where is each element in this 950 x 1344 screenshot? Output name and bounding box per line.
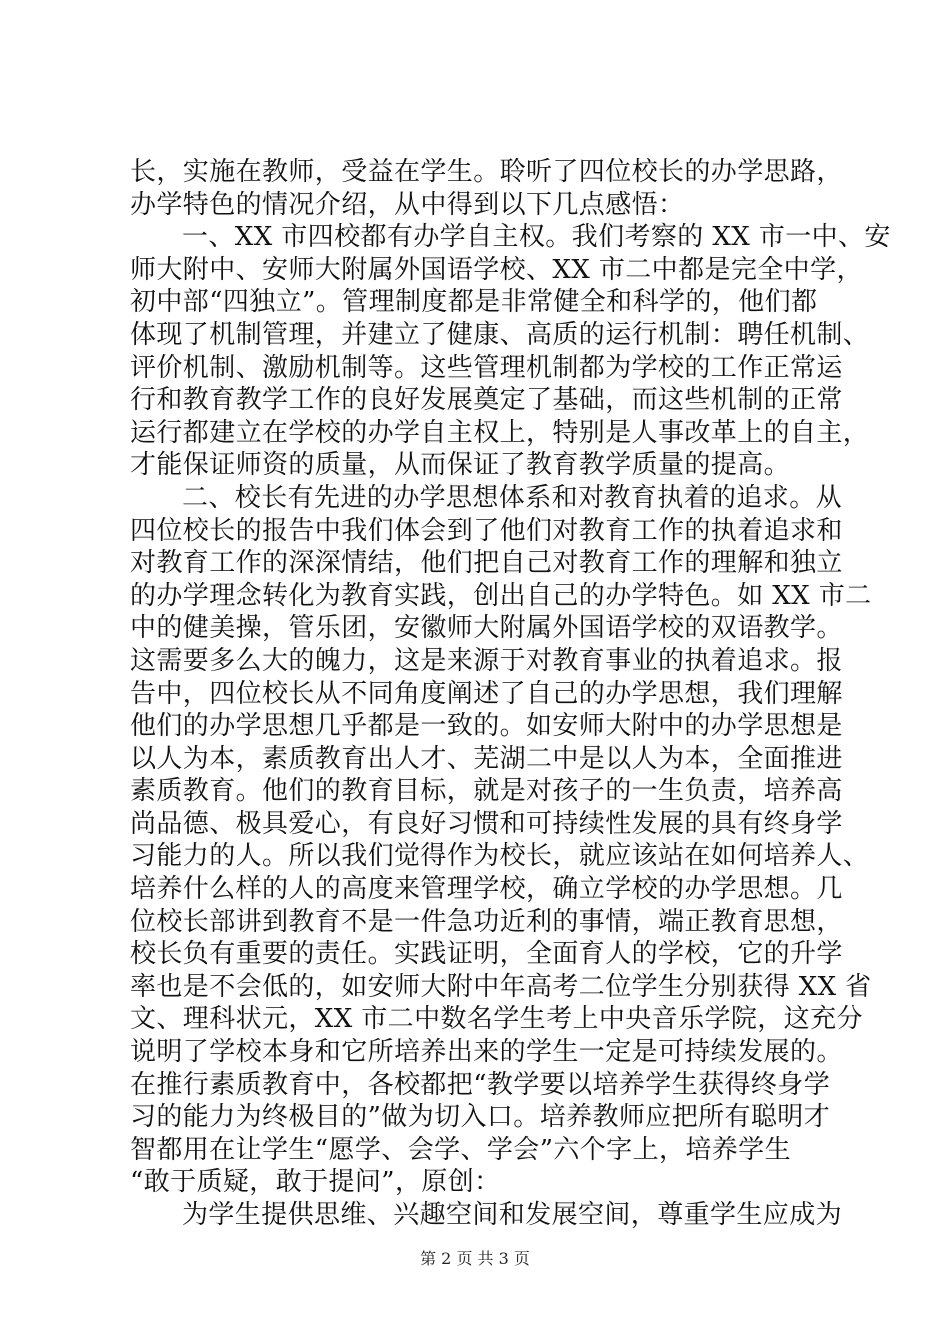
- text-line: 长，实施在教师，受益在学生。聆听了四位校长的办学思路，: [130, 157, 843, 187]
- text-line: 对教育工作的深深情结，他们把自己对教育工作的理解和独立: [130, 548, 843, 579]
- text-line: 文、理科状元，XX 市二中数名学生考上中央音乐学院，这充分: [130, 1004, 863, 1035]
- text-line: 在推行素质教育中，各校都把“教学要以培养学生获得终身学: [130, 1069, 831, 1100]
- text-line: 体现了机制管理，并建立了健康、高质的运行机制：聘任机制、: [130, 319, 870, 350]
- text-line: 培养什么样的人的高度来管理学校，确立学校的办学思想。几: [130, 874, 843, 905]
- text-line: 习的能力为终极目的”做为切入口。培养教师应把所有聪明才: [130, 1102, 831, 1133]
- body-text: [130, 156, 891, 1232]
- text-line: 评价机制、激励机制等。这些管理机制都为学校的工作正常运: [130, 352, 843, 383]
- text-line: 才能保证师资的质量，从而保证了教育教学质量的提高。: [130, 450, 791, 481]
- text-line: 运行都建立在学校的办学自主权上，特别是人事改革上的自主，: [130, 417, 870, 448]
- text-line: 校长负有重要的责任。实践证明，全面育人的学校，它的升学: [130, 939, 843, 970]
- text-line: 以人为本，素质教育出人才、芜湖二中是以人为本，全面推进: [130, 743, 843, 774]
- page-number-footer: 第 2 页 共 3 页: [420, 1249, 530, 1268]
- text-line: 中的健美操，管乐团，安徽师大附属外国语学校的双语教学。: [130, 613, 843, 644]
- text-line: 智都用在让学生“愿学、会学、学会”六个字上，培养学生: [130, 1134, 791, 1165]
- text-line: 的办学理念转化为教育实践，创出自己的办学特色。如 XX 市二: [130, 580, 872, 611]
- paragraph-start: 一、XX 市四校都有办学自主权。我们考察的 XX 市一中、安: [182, 222, 891, 253]
- text-line: 尚品德、极具爱心，有良好习惯和可持续性发展的具有终身学: [130, 808, 843, 839]
- text-line: 素质教育。他们的教育目标，就是对孩子的一生负责，培养高: [130, 776, 843, 807]
- text-line: 行和教育教学工作的良好发展奠定了基础，而这些机制的正常: [130, 385, 843, 416]
- text-line: 他们的办学思想几乎都是一致的。如安师大附中的办学思想是: [130, 711, 843, 742]
- text-line: 四位校长的报告中我们体会到了他们对教育工作的执着追求和: [130, 515, 843, 546]
- text-line: 这需要多么大的魄力，这是来源于对教育事业的执着追求。报: [130, 645, 843, 676]
- paragraph-start: 为学生提供思维、兴趣空间和发展空间，尊重学生应成为: [182, 1200, 843, 1230]
- text-line: 告中，四位校长从不同角度阐述了自己的办学思想，我们理解: [130, 678, 843, 709]
- text-line: 率也是不会低的，如安师大附中年高考二位学生分别获得 XX 省: [130, 971, 872, 1002]
- text-line: 说明了学校本身和它所培养出来的学生一定是可持续发展的。: [130, 1037, 843, 1068]
- text-line: 师大附中、安师大附属外国语学校、XX 市二中都是完全中学，: [130, 254, 863, 285]
- text-line: 初中部“四独立”。管理制度都是非常健全和科学的，他们都: [130, 287, 818, 318]
- paragraph-start: 二、校长有先进的办学思想体系和对教育执着的追求。从: [182, 482, 843, 513]
- text-line: 习能力的人。所以我们觉得作为校长，就应该站在如何培养人、: [130, 841, 870, 872]
- text-line: 办学特色的情况介绍，从中得到以下几点感悟：: [130, 189, 685, 220]
- text-line: “敢于质疑，敢于提问”，原创：: [130, 1167, 501, 1198]
- text-line: 位校长部讲到教育不是一件急功近利的事情，端正教育思想，: [130, 906, 843, 937]
